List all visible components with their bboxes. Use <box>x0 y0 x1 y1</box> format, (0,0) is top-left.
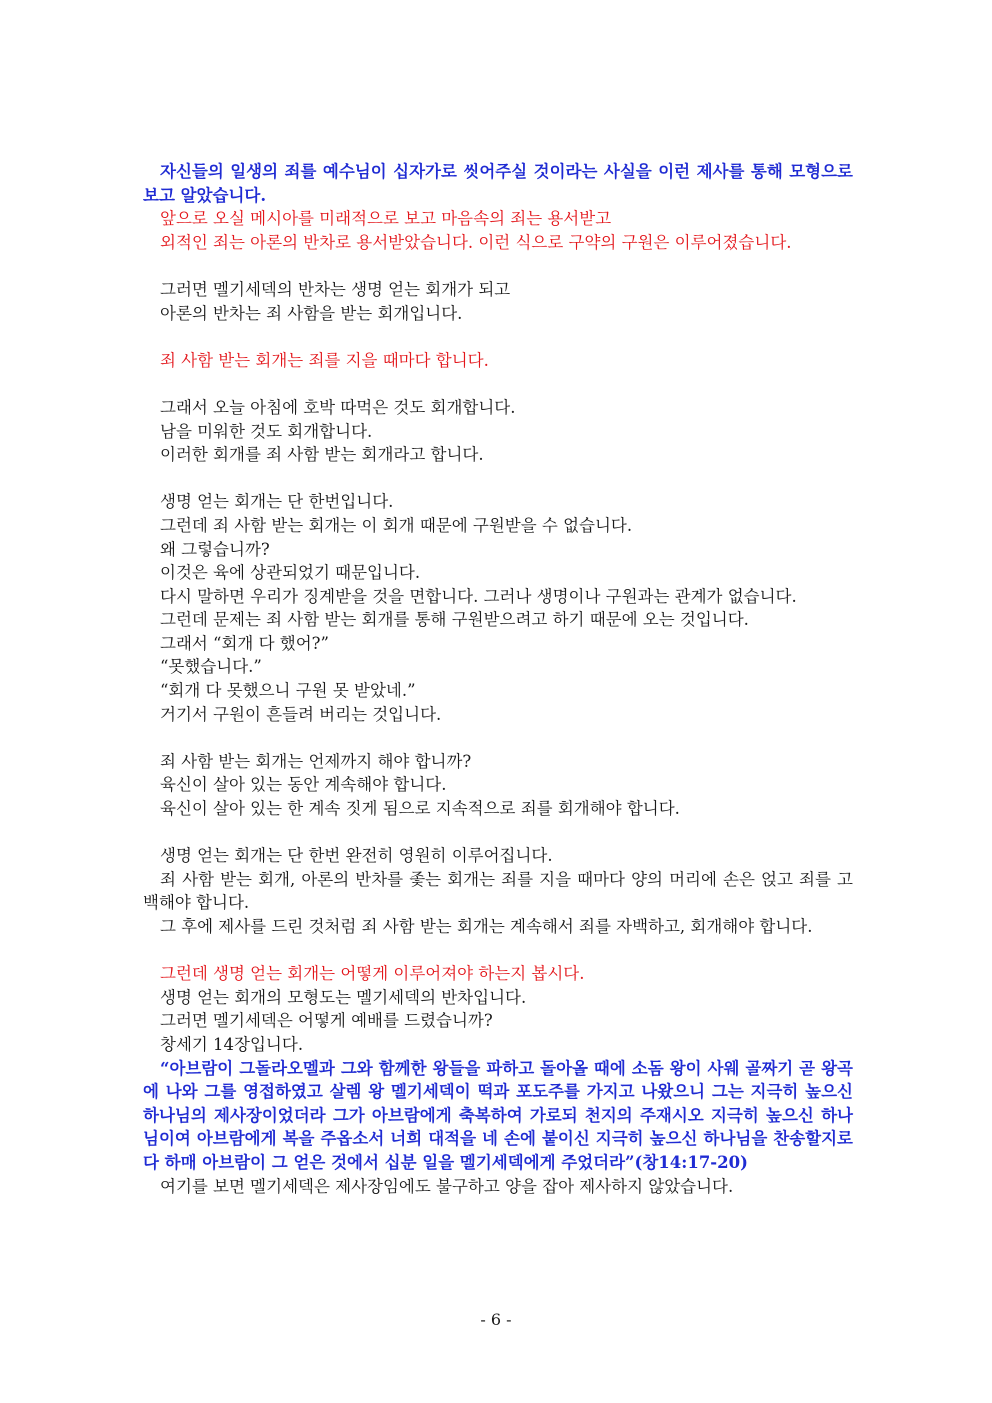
blank-line <box>143 372 853 396</box>
blank-line <box>143 939 853 963</box>
blank-line <box>143 325 853 349</box>
text-line: 아론의 반차는 죄 사함을 받는 회개입니다. <box>160 303 463 323</box>
blank-line <box>143 467 853 491</box>
text-line: 왜 그렇습니까? <box>160 539 270 559</box>
text-line: 다시 말하면 우리가 징계받을 것을 면합니다. 그러나 생명이나 구원과는 관계가 없습니다. <box>160 586 797 606</box>
text-line: 그 후에 제사를 드린 것처럼 죄 사함 받는 회개는 계속해서 죄를 자백하고, 회개해야 합니다. <box>160 917 813 936</box>
text-line: 생명 얻는 회개의 모형도는 멜기세덱의 반차입니다. <box>160 987 527 1007</box>
text-line: 생명 얻는 회개는 단 한번 완전히 영원히 이루어집니다. <box>160 846 553 866</box>
text-line: 그러면 멜기세덱의 반차는 생명 얻는 회개가 되고 <box>160 279 511 299</box>
text-line: 죄 사함 받는 회개는 죄를 지을 때마다 합니다. <box>160 350 489 370</box>
text-line: 그래서 오늘 아침에 호박 따먹은 것도 회개합니다. <box>160 397 516 417</box>
text-line: 생명 얻는 회개는 단 한번입니다. <box>160 492 394 512</box>
text-line: 그런데 죄 사함 받는 회개는 이 회개 때문에 구원받을 수 없습니다. <box>160 515 633 535</box>
text-line: 그런데 문제는 죄 사함 받는 회개를 통해 구원받으려고 하기 때문에 오는 것입니다. <box>160 610 749 630</box>
text-line: 이것은 육에 상관되었기 때문입니다. <box>160 563 421 583</box>
scripture-quote: “아브람이 그돌라오멜과 그와 함께한 왕들을 파하고 돌아올 때에 소돔 왕이 사웨 골짜기 곧 왕곡에 나와 그를 영접하였고 살렘 왕 멜기세덱이 떡과 포도주를 가지고 나왔으니 그는 지극히 높으신 하나님의 제사장이었더라 그가 아브람에게 축복하여 가로되 천지의 주재시오 지극히 높으신 하나님이여 아브람에게 복을 주옵소서 너희 대적을 네 손에 붙이신 지극히 높으신 하나님을 찬송할지로다 하매 아브람이 그 얻은 것에서 십분 일을 멜기세덱에게 주었더라”(창14:17-20) <box>143 1058 853 1172</box>
text-line: 육신이 살아 있는 동안 계속해야 합니다. <box>160 775 447 795</box>
text-line: 창세기 14장입니다. <box>160 1034 304 1054</box>
page-number: - 6 - <box>480 1310 512 1329</box>
text-line: 그러면 멜기세덱은 어떻게 예배를 드렸습니까? <box>160 1011 493 1031</box>
blank-line <box>143 821 853 845</box>
document-body <box>143 160 853 1198</box>
text-line: 자신들의 일생의 죄를 예수님이 십자가로 씻어주실 것이라는 사실을 이런 제사를 통해 모형으로 보고 알았습니다. <box>143 162 853 205</box>
text-line: “못했습니다.” <box>160 657 262 677</box>
blank-line <box>143 254 853 278</box>
text-line: 육신이 살아 있는 한 계속 짓게 됨으로 지속적으로 죄를 회개해야 합니다. <box>160 799 680 819</box>
text-line: 죄 사함 받는 회개는 언제까지 해야 합니까? <box>160 751 472 771</box>
text-line: 그래서 “회개 다 했어?” <box>160 633 329 653</box>
text-line: 외적인 죄는 아론의 반차로 용서받았습니다. 이런 식으로 구약의 구원은 이루어졌습니다. <box>160 232 792 252</box>
text-line: 앞으로 오실 메시아를 미래적으로 보고 마음속의 죄는 용서받고 <box>160 209 612 229</box>
text-line: 이러한 회개를 죄 사함 받는 회개라고 합니다. <box>160 445 484 465</box>
text-line: 남을 미워한 것도 회개합니다. <box>160 421 373 441</box>
text-line: 여기를 보면 멜기세덱은 제사장임에도 불구하고 양을 잡아 제사하지 않았습니다. <box>160 1176 734 1196</box>
text-line: 그런데 생명 얻는 회개는 어떻게 이루어져야 하는지 봅시다. <box>160 964 585 984</box>
text-line: “회개 다 못했으니 구원 못 받았네.” <box>160 681 416 701</box>
blank-line <box>143 726 853 750</box>
text-line: 죄 사함 받는 회개, 아론의 반차를 좇는 회개는 죄를 지을 때마다 양의 머리에 손은 얹고 죄를 고백해야 합니다. <box>143 869 853 913</box>
text-line: 거기서 구원이 흔들려 버리는 것입니다. <box>160 704 442 724</box>
